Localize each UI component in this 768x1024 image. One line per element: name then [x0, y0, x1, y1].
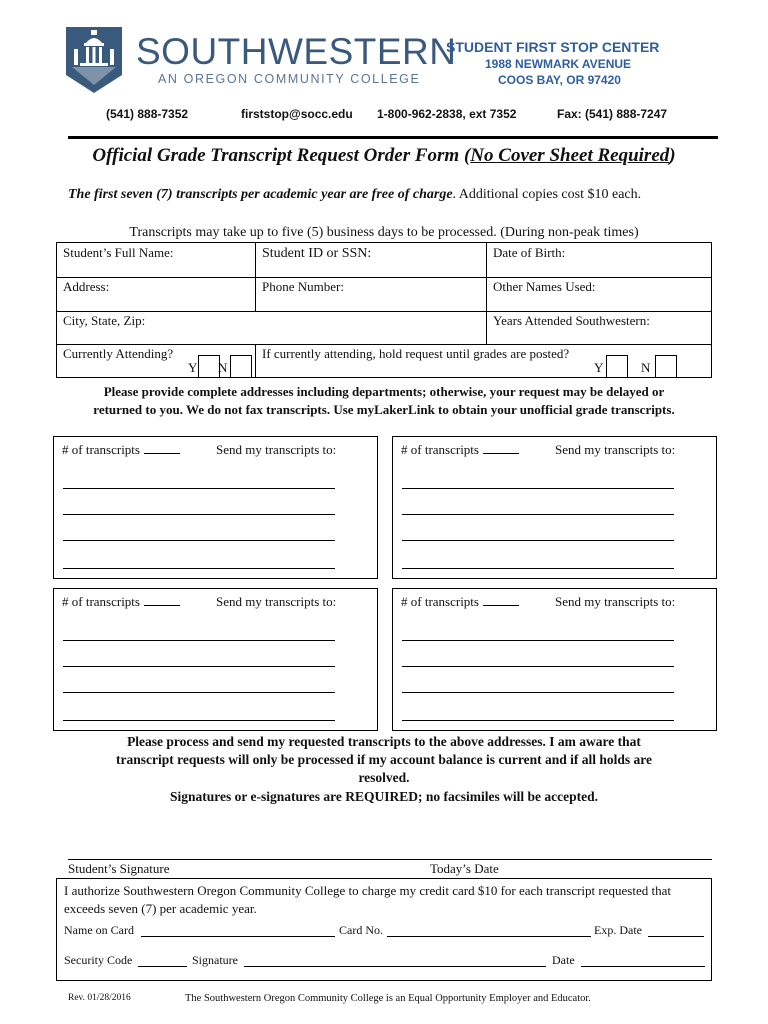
card-date-label: Date — [552, 953, 575, 967]
address-field[interactable]: Address: — [63, 279, 110, 294]
center-address-line1: 1988 NEWMARK AVENUE — [485, 57, 632, 71]
card-no-input[interactable] — [387, 936, 591, 937]
college-name: SOUTHWESTERN — [136, 31, 457, 72]
attending-yes-checkbox[interactable] — [198, 355, 220, 378]
card-date-input[interactable] — [581, 966, 705, 967]
transcript-count-field[interactable]: # of transcripts — [62, 442, 180, 458]
address-line[interactable] — [402, 488, 674, 489]
student-signature-label: Student’s Signature — [68, 861, 170, 876]
contact-tollfree: 1-800-962-2838, ext 7352 — [377, 107, 517, 121]
exp-date-input[interactable] — [648, 936, 704, 937]
exp-date-label: Exp. Date — [594, 923, 642, 937]
hold-request-label: If currently attending, hold request until grades are posted? — [262, 346, 570, 361]
address-line[interactable] — [63, 488, 335, 489]
address-notice-line1: Please provide complete addresses including departments; otherwise, your request may be delayed or — [103, 384, 665, 399]
name-on-card-input[interactable] — [141, 936, 335, 937]
address-box-4 — [392, 588, 717, 731]
name-on-card-label: Name on Card — [64, 923, 134, 937]
transcript-count-field[interactable]: # of transcripts — [401, 594, 519, 610]
hold-no-label: N — [641, 360, 651, 375]
hold-yes-label: Y — [594, 360, 604, 375]
years-attended-field[interactable]: Years Attended Southwestern: — [493, 313, 650, 328]
transcript-count-field[interactable]: # of transcripts — [62, 594, 180, 610]
address-line[interactable] — [402, 568, 674, 569]
currently-attending-label: Currently Attending? — [63, 346, 174, 361]
contact-fax: Fax: (541) 888-7247 — [557, 107, 668, 121]
processing-time-note: Transcripts may take up to five (5) business days to be processed. (During non-peak times) — [129, 225, 639, 240]
address-line[interactable] — [402, 720, 674, 721]
transcript-count-field[interactable]: # of transcripts — [401, 442, 519, 458]
address-line[interactable] — [63, 640, 335, 641]
hold-no-checkbox[interactable] — [655, 355, 677, 378]
send-to-label: Send my transcripts to: — [216, 442, 337, 457]
address-box-3 — [53, 588, 378, 731]
address-line[interactable] — [63, 692, 335, 693]
security-code-input[interactable] — [138, 966, 187, 967]
address-box-1 — [53, 436, 378, 579]
card-signature-label: Signature — [192, 953, 238, 967]
address-box-2 — [392, 436, 717, 579]
other-names-field[interactable]: Other Names Used: — [493, 279, 596, 294]
signature-requirement: Signatures or e-signatures are REQUIRED; no facsimiles will be accepted. — [170, 789, 598, 804]
security-code-label: Security Code — [64, 953, 133, 967]
attending-no-checkbox[interactable] — [230, 355, 252, 378]
center-name: STUDENT FIRST STOP CENTER — [446, 39, 660, 55]
address-line[interactable] — [63, 720, 335, 721]
revision-date: Rev. 01/28/2016 — [68, 993, 131, 1003]
credit-card-authorization-text: I authorize Southwestern Oregon Community College to charge my credit card $10 for each transcript requested that — [64, 883, 671, 898]
credit-card-authorization-box — [56, 878, 712, 981]
credit-card-authorization-text-2: exceeds seven (7) per academic year. — [64, 901, 257, 916]
contact-email[interactable]: firststop@socc.edu — [241, 107, 353, 121]
address-line[interactable] — [63, 568, 335, 569]
address-line[interactable] — [402, 540, 674, 541]
phone-field[interactable]: Phone Number: — [262, 279, 344, 294]
address-line[interactable] — [63, 540, 335, 541]
attending-no-label: N — [218, 360, 228, 375]
authorization-line1: Please process and send my requested transcripts to the above addresses. I am aware that — [127, 734, 641, 749]
send-to-label: Send my transcripts to: — [555, 442, 676, 457]
send-to-label: Send my transcripts to: — [216, 594, 337, 609]
card-signature-input[interactable] — [244, 966, 546, 967]
address-line[interactable] — [402, 514, 674, 515]
address-notice-line2: returned to you. We do not fax transcripts. Use myLakerLink to obtain your unofficial grade transcripts. — [93, 402, 675, 417]
form-title: Official Grade Transcript Request Order Form (No Cover Sheet Required) — [92, 145, 676, 166]
card-no-label: Card No. — [339, 923, 383, 937]
college-logo-icon — [66, 27, 122, 93]
contact-phone: (541) 888-7352 — [106, 107, 189, 121]
student-id-field[interactable]: Student ID or SSN: — [262, 246, 372, 261]
student-info-table — [56, 242, 712, 378]
address-line[interactable] — [402, 692, 674, 693]
hold-yes-checkbox[interactable] — [606, 355, 628, 378]
signature-line[interactable] — [68, 859, 712, 860]
header-divider — [68, 136, 718, 139]
free-transcripts-note: The first seven (7) transcripts per academic year are free of charge. Additional copies cost $10 each. — [68, 187, 642, 202]
address-line[interactable] — [63, 514, 335, 515]
college-subtitle: AN OREGON COMMUNITY COLLEGE — [158, 72, 421, 86]
address-line[interactable] — [63, 666, 335, 667]
address-line[interactable] — [402, 666, 674, 667]
address-line[interactable] — [402, 640, 674, 641]
todays-date-label: Today’s Date — [430, 861, 499, 876]
dob-field[interactable]: Date of Birth: — [493, 245, 566, 260]
attending-yes-label: Y — [188, 360, 198, 375]
authorization-line3: resolved. — [358, 770, 410, 785]
city-state-zip-field[interactable]: City, State, Zip: — [63, 313, 146, 328]
equal-opportunity-statement: The Southwestern Oregon Community College is an Equal Opportunity Employer and Educator. — [185, 993, 591, 1004]
center-address-line2: COOS BAY, OR 97420 — [498, 73, 621, 87]
full-name-field[interactable]: Student’s Full Name: — [63, 245, 174, 260]
send-to-label: Send my transcripts to: — [555, 594, 676, 609]
authorization-line2: transcript requests will only be processed if my account balance is current and if all holds are — [116, 752, 652, 767]
